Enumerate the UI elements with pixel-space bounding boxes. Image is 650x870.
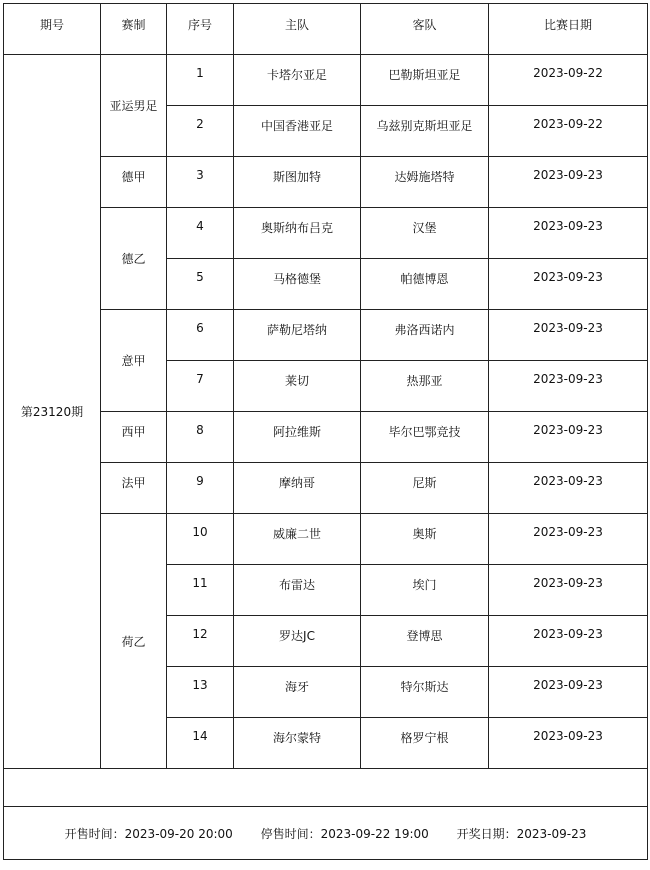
away-team: 尼斯 xyxy=(361,463,489,514)
home-team: 海尔蒙特 xyxy=(234,718,361,769)
table-row xyxy=(4,55,648,106)
sale-start-time: 开售时间：2023-09-20 20:00 xyxy=(64,826,233,841)
table-row xyxy=(4,208,648,259)
empty-cell xyxy=(4,769,648,807)
match-index: 1 xyxy=(167,55,234,106)
header-index: 序号 xyxy=(167,4,234,55)
match-index: 13 xyxy=(167,667,234,718)
match-date: 2023-09-22 xyxy=(489,106,648,157)
footer-row xyxy=(4,807,648,860)
home-team: 萨勒尼塔纳 xyxy=(234,310,361,361)
away-team: 毕尔巴鄂竞技 xyxy=(361,412,489,463)
table-row xyxy=(4,157,648,208)
away-team: 汉堡 xyxy=(361,208,489,259)
draw-date: 开奖日期：2023-09-23 xyxy=(456,826,587,841)
header-issue: 期号 xyxy=(4,4,101,55)
away-team: 乌兹别克斯坦亚足 xyxy=(361,106,489,157)
match-index: 10 xyxy=(167,514,234,565)
match-index: 11 xyxy=(167,565,234,616)
match-date: 2023-09-22 xyxy=(489,55,648,106)
away-team: 弗洛西诺内 xyxy=(361,310,489,361)
home-team: 马格德堡 xyxy=(234,259,361,310)
competition-cell: 亚运男足 xyxy=(101,55,167,157)
away-team: 登博思 xyxy=(361,616,489,667)
match-index: 12 xyxy=(167,616,234,667)
match-index: 9 xyxy=(167,463,234,514)
match-date: 2023-09-23 xyxy=(489,157,648,208)
header-away-team: 客队 xyxy=(361,4,489,55)
away-team: 巴勒斯坦亚足 xyxy=(361,55,489,106)
match-index: 8 xyxy=(167,412,234,463)
match-index: 3 xyxy=(167,157,234,208)
away-team: 热那亚 xyxy=(361,361,489,412)
match-date: 2023-09-23 xyxy=(489,208,648,259)
header-competition: 赛制 xyxy=(101,4,167,55)
away-team: 埃门 xyxy=(361,565,489,616)
issue-number: 第23120期 xyxy=(4,55,101,769)
competition-cell: 法甲 xyxy=(101,463,167,514)
header-row xyxy=(4,4,648,55)
match-date: 2023-09-23 xyxy=(489,463,648,514)
table-row xyxy=(4,514,648,565)
sale-stop-time: 停售时间：2023-09-22 19:00 xyxy=(260,826,429,841)
away-team: 特尔斯达 xyxy=(361,667,489,718)
home-team: 斯图加特 xyxy=(234,157,361,208)
home-team: 中国香港亚足 xyxy=(234,106,361,157)
match-date: 2023-09-23 xyxy=(489,667,648,718)
competition-cell: 德甲 xyxy=(101,157,167,208)
home-team: 布雷达 xyxy=(234,565,361,616)
competition-cell: 意甲 xyxy=(101,310,167,412)
home-team: 卡塔尔亚足 xyxy=(234,55,361,106)
away-team: 达姆施塔特 xyxy=(361,157,489,208)
home-team: 阿拉维斯 xyxy=(234,412,361,463)
match-date: 2023-09-23 xyxy=(489,412,648,463)
match-index: 2 xyxy=(167,106,234,157)
match-index: 5 xyxy=(167,259,234,310)
home-team: 威廉二世 xyxy=(234,514,361,565)
match-index: 6 xyxy=(167,310,234,361)
match-date: 2023-09-23 xyxy=(489,259,648,310)
match-date: 2023-09-23 xyxy=(489,514,648,565)
competition-cell: 荷乙 xyxy=(101,514,167,769)
away-team: 帕德博恩 xyxy=(361,259,489,310)
competition-cell: 德乙 xyxy=(101,208,167,310)
table-row xyxy=(4,310,648,361)
header-home-team: 主队 xyxy=(234,4,361,55)
competition-cell: 西甲 xyxy=(101,412,167,463)
match-schedule-table xyxy=(3,3,648,860)
table-row xyxy=(4,412,648,463)
match-index: 14 xyxy=(167,718,234,769)
match-date: 2023-09-23 xyxy=(489,310,648,361)
table-row xyxy=(4,463,648,514)
match-date: 2023-09-23 xyxy=(489,616,648,667)
match-index: 4 xyxy=(167,208,234,259)
footer-cell xyxy=(4,807,648,860)
match-date: 2023-09-23 xyxy=(489,565,648,616)
home-team: 莱切 xyxy=(234,361,361,412)
match-date: 2023-09-23 xyxy=(489,718,648,769)
home-team: 摩纳哥 xyxy=(234,463,361,514)
away-team: 奥斯 xyxy=(361,514,489,565)
home-team: 罗达JC xyxy=(234,616,361,667)
home-team: 海牙 xyxy=(234,667,361,718)
away-team: 格罗宁根 xyxy=(361,718,489,769)
match-date: 2023-09-23 xyxy=(489,361,648,412)
home-team: 奥斯纳布吕克 xyxy=(234,208,361,259)
header-match-date: 比赛日期 xyxy=(489,4,648,55)
spacer-row xyxy=(4,769,648,807)
match-index: 7 xyxy=(167,361,234,412)
